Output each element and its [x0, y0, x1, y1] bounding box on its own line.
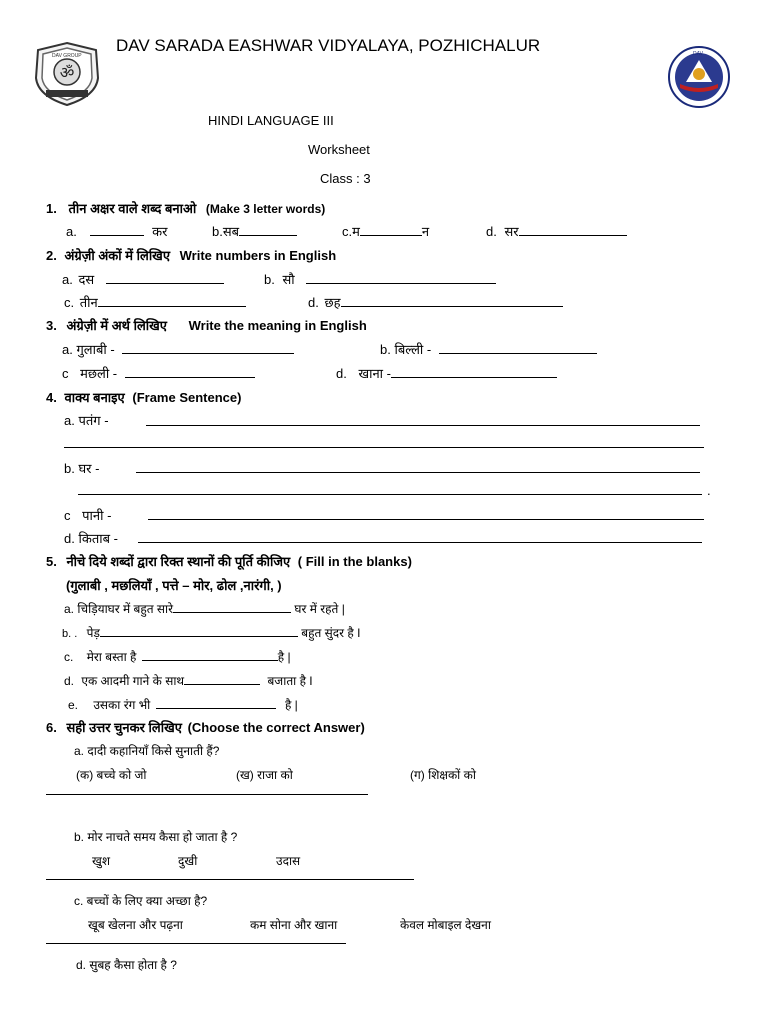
blank[interactable] [142, 649, 278, 661]
q4-item-a: a. पतंग - [64, 413, 109, 428]
trailing-dot: . [707, 483, 711, 498]
subject-title: HINDI LANGUAGE III [208, 113, 334, 128]
q6-option[interactable]: (क) बच्चे को जो [76, 768, 147, 782]
blank[interactable] [519, 224, 627, 236]
answer-line[interactable] [148, 519, 704, 520]
answer-line[interactable] [46, 794, 368, 795]
blank[interactable] [439, 342, 597, 354]
class-label: Class : 3 [320, 171, 371, 186]
q6-option[interactable]: (ग) शिक्षकों को [410, 768, 476, 782]
q1-item-d: d. सर [486, 222, 627, 240]
answer-line[interactable] [146, 425, 700, 426]
q6-question-b: b. मोर नाचते समय कैसा हो जाता है ? [74, 830, 238, 844]
q4-item-c: c पानी - [64, 508, 112, 523]
q3-heading: 3. अंग्रेज़ी में अर्थ लिखिए Write the meaning in English [46, 318, 367, 333]
q4-heading: 4. वाक्य बनाइए (Frame Sentence) [46, 390, 242, 405]
answer-line[interactable] [46, 879, 414, 880]
q6-option[interactable]: केवल मोबाइल देखना [400, 918, 491, 932]
dav-emblem-logo [666, 46, 732, 108]
q1-english: (Make 3 letter words) [205, 202, 326, 216]
q5-item-b: b. . पेड़ बहुत सुंदर है I [62, 626, 361, 640]
q4-item-b: b. घर - [64, 461, 100, 476]
svg-text:ॐ: ॐ [59, 63, 75, 82]
q6-question-a: a. दादी कहानियाँ किसे सुनाती हैं? [74, 744, 220, 758]
q6-option[interactable]: खुश [92, 854, 110, 868]
answer-line[interactable] [78, 494, 702, 495]
answer-line[interactable] [136, 472, 700, 473]
answer-line[interactable] [46, 943, 346, 944]
blank[interactable] [100, 625, 298, 637]
q4-item-d: d. किताब - [64, 531, 118, 546]
q5-heading: 5. नीचे दिये शब्दों द्वारा रिक्त स्थानों की पूर्ति कीजिए ( Fill in the blanks) [46, 554, 412, 569]
q2-item-c: c. तीन [64, 293, 246, 311]
answer-line[interactable] [64, 447, 704, 448]
q3-item-c: c मछली - [62, 364, 255, 382]
q2-heading: 2. अंग्रेज़ी अंकों में लिखिए Write numbers in English [46, 248, 337, 263]
q6-option[interactable]: कम सोना और खाना [250, 918, 338, 932]
q1-item-c: c.म न [342, 224, 430, 239]
blank[interactable] [106, 272, 224, 284]
blank[interactable] [184, 673, 260, 685]
q6-question-d: d. सुबह कैसा होता है ? [76, 958, 177, 972]
q6-option[interactable]: (ख) राजा को [236, 768, 293, 782]
q1-hindi: तीन अक्षर वाले शब्द बनाओ [68, 201, 197, 216]
q1-number: 1. [46, 201, 57, 216]
worksheet-label: Worksheet [308, 142, 370, 157]
blank[interactable] [90, 224, 144, 236]
q1-heading [46, 199, 325, 217]
right-logo-text: DAV [693, 51, 703, 57]
q3-item-a: a. गुलाबी - [62, 340, 294, 358]
blank[interactable] [156, 697, 276, 709]
q5-options: (गुलाबी , मछलियाँ , पत्ते – मोर, ढोल ,नारंगी, ) [66, 578, 282, 593]
blank[interactable] [125, 366, 255, 378]
blank[interactable] [391, 366, 557, 378]
q2-item-b: b. सौ [264, 270, 496, 288]
q6-option[interactable]: दुखी [178, 854, 198, 868]
q6-option[interactable]: उदास [276, 854, 301, 868]
left-logo-text: DAV GROUP [52, 53, 82, 59]
answer-line[interactable] [138, 542, 702, 543]
blank[interactable] [341, 295, 563, 307]
blank[interactable] [306, 272, 496, 284]
q6-option[interactable]: खूब खेलना और पढ़ना [88, 918, 183, 932]
blank[interactable] [122, 342, 294, 354]
q2-item-d: d. छह [308, 293, 563, 311]
q6-question-c: c. बच्चों के लिए क्या अच्छा है? [74, 894, 208, 908]
q2-item-a: a. दस [62, 270, 224, 288]
q5-item-a: a. चिड़ियाघर में बहुत सारे घर में रहते | [64, 602, 345, 616]
q1-item-b: b.सब [212, 222, 297, 240]
blank[interactable] [173, 601, 291, 613]
school-crest-logo [30, 40, 104, 108]
q3-item-d: d. खाना - [336, 364, 557, 382]
q5-item-d: d. एक आदमी गाने के साथ बजाता है I [64, 674, 313, 688]
q5-item-c: c. मेरा बस्ता है है | [64, 650, 291, 664]
q3-item-b: b. बिल्ली - [380, 340, 597, 358]
blank[interactable] [360, 224, 422, 236]
q1-item-a: a. कर [66, 224, 168, 239]
q5-item-e: e. उसका रंग भी है | [68, 698, 298, 712]
blank[interactable] [98, 295, 246, 307]
q6-heading: 6. सही उत्तर चुनकर लिखिए (Choose the correct Answer) [46, 720, 365, 735]
blank[interactable] [239, 224, 297, 236]
school-name: DAV SARADA EASHWAR VIDYALAYA, POZHICHALUR [116, 36, 541, 55]
